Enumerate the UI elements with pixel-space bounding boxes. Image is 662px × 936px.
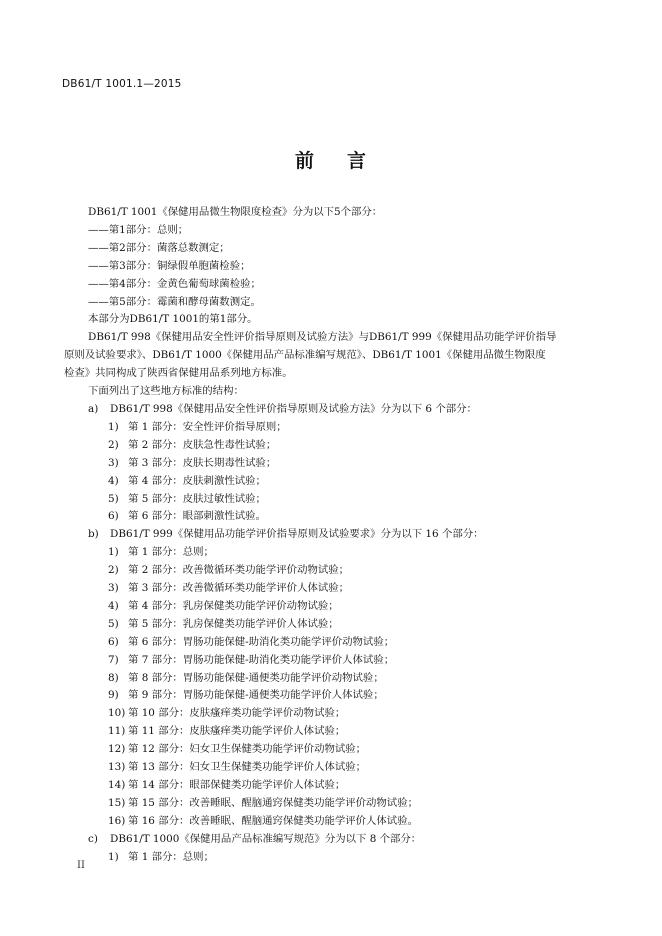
page-title xyxy=(0,146,662,173)
item-text: 第 5 部分：乳房保健类功能学评价人体试验； xyxy=(128,617,339,630)
item-text: 第 4 部分：乳房保健类功能学评价动物试验； xyxy=(128,599,339,612)
section-item xyxy=(88,849,608,867)
section-item xyxy=(88,473,608,491)
item-number: 1) xyxy=(108,850,119,863)
section-item xyxy=(88,598,608,616)
item-number: 10) xyxy=(108,707,126,720)
item-number: 7) xyxy=(108,653,119,666)
section-heading-a xyxy=(88,401,608,419)
title-char-1: 前 xyxy=(294,150,315,172)
item-number: 6) xyxy=(108,635,119,648)
section-heading-b xyxy=(88,526,608,544)
section-item xyxy=(88,723,608,741)
item-text: 第 2 部分：改善微循环类功能学评价动物试验； xyxy=(128,564,350,577)
item-text: 第 8 部分：胃肠功能保健-通便类功能学评价动物试验； xyxy=(128,671,384,684)
item-text: 第 13 部分：妇女卫生保健类功能学评价人体试验； xyxy=(128,761,367,774)
item-number: 5) xyxy=(108,617,119,630)
item-text: 第 14 部分：眼部保健类功能学评价人体试验； xyxy=(128,779,346,791)
item-number: 3) xyxy=(108,582,119,595)
item-number: 14) xyxy=(108,779,126,791)
item-text: 第 3 部分：皮肤长期毒性试验； xyxy=(128,456,277,469)
item-number: 4) xyxy=(108,474,119,487)
this-part-statement: 本部分为DB61/T 1001的第1部分。 xyxy=(88,313,258,326)
title-char-2: 言 xyxy=(347,150,368,172)
part-list-item: ——第4部分：金黄色葡萄球菌检验； xyxy=(88,277,261,290)
item-text: 第 6 部分：眼部刺激性试验。 xyxy=(128,510,266,523)
item-text: 第 1 部分：总则； xyxy=(128,850,214,863)
series-paragraph-line: 检查》共同构成了陕西省保健用品系列地方标准。 xyxy=(64,367,293,380)
section-marker: b) xyxy=(88,528,99,541)
item-text: 第 5 部分：皮肤过敏性试验； xyxy=(128,492,266,505)
section-item xyxy=(88,580,608,598)
item-text: 第 7 部分：胃肠功能保健-助消化类功能学评价人体试验； xyxy=(128,653,395,666)
item-text: 第 1 部分：总则； xyxy=(128,546,214,559)
item-text: 第 10 部分：皮肤瘙痒类功能学评价动物试验； xyxy=(128,707,346,720)
item-text: 第 12 部分：妇女卫生保健类功能学评价动物试验； xyxy=(128,743,367,756)
part-list-item: ——第5部分：霉菌和酵母菌数测定。 xyxy=(88,295,261,308)
section-item xyxy=(88,437,608,455)
item-number: 2) xyxy=(108,564,119,577)
part-list-item: ——第1部分：总则； xyxy=(88,223,189,236)
section-item xyxy=(88,759,608,777)
item-text: 第 6 部分：胃肠功能保健-助消化类功能学评价动物试验； xyxy=(128,635,395,648)
document-code-header: DB61/T 1001.1—2015 xyxy=(62,78,182,90)
item-number: 1) xyxy=(108,420,119,433)
item-number: 12) xyxy=(108,743,126,756)
section-item xyxy=(88,562,608,580)
section-item xyxy=(88,634,608,652)
item-number: 8) xyxy=(108,671,119,684)
item-number: 9) xyxy=(108,689,119,702)
section-heading-text: DB61/T 999《保健用品功能学评价指导原则及试验要求》分为以下 16 个部分： xyxy=(110,528,484,541)
section-item xyxy=(88,508,608,526)
section-marker: c) xyxy=(88,832,98,845)
intro-line: DB61/T 1001《保健用品微生物限度检查》分为以下5个部分： xyxy=(88,206,383,218)
item-number: 16) xyxy=(108,814,126,827)
section-marker: a) xyxy=(88,402,99,415)
section-item xyxy=(88,652,608,670)
section-item xyxy=(88,705,608,723)
item-text: 第 1 部分：安全性评价指导原则； xyxy=(128,420,287,433)
section-item xyxy=(88,670,608,688)
item-number: 11) xyxy=(108,725,126,738)
page-number: II xyxy=(77,860,85,871)
section-heading-c xyxy=(88,831,608,849)
part-list-item: ——第2部分：菌落总数测定； xyxy=(88,241,230,254)
item-number: 1) xyxy=(108,546,119,559)
item-text: 第 2 部分：皮肤急性毒性试验； xyxy=(128,438,277,451)
section-item xyxy=(88,616,608,634)
section-item xyxy=(88,544,608,562)
section-heading-text: DB61/T 998《保健用品安全性评价指导原则及试验方法》分为以下 6 个部分： xyxy=(110,402,477,415)
item-text: 第 16 部分：改善睡眠、醒脑通窍保健类功能学评价人体试验。 xyxy=(128,814,418,827)
item-number: 2) xyxy=(108,438,119,451)
series-paragraph-line: DB61/T 998《保健用品安全性评价指导原则及试验方法》与DB61/T 999《保健用品功能学评价指导 xyxy=(88,331,557,344)
section-item xyxy=(88,777,608,795)
item-number: 3) xyxy=(108,456,119,469)
section-item xyxy=(88,455,608,473)
item-text: 第 9 部分：胃肠功能保健-通便类功能学评价人体试验； xyxy=(128,689,384,702)
section-item xyxy=(88,491,608,509)
section-item xyxy=(88,419,608,437)
structure-intro: 下面列出了这些地方标准的结构： xyxy=(88,385,244,398)
section-item xyxy=(88,813,608,831)
section-item xyxy=(88,687,608,705)
item-text: 第 4 部分：皮肤刺激性试验； xyxy=(128,474,266,487)
item-text: 第 15 部分：改善睡眠、醒脑通窍保健类功能学评价动物试验； xyxy=(128,796,418,809)
item-number: 4) xyxy=(108,599,119,612)
section-heading-text: DB61/T 1000《保健用品产品标准编写规范》分为以下 8 个部分： xyxy=(110,832,422,845)
section-item xyxy=(88,741,608,759)
part-list-item: ——第3部分：铜绿假单胞菌检验； xyxy=(88,259,251,272)
item-number: 5) xyxy=(108,492,119,505)
series-paragraph-line: 原则及试验要求》、DB61/T 1000《保健用品产品标准编写规范》、DB61/T 1001《保健用品微生物限度 xyxy=(64,349,546,362)
section-item xyxy=(88,795,608,813)
item-number: 15) xyxy=(108,796,126,809)
item-text: 第 11 部分：皮肤瘙痒类功能学评价人体试验； xyxy=(128,725,346,738)
item-number: 6) xyxy=(108,510,119,523)
item-text: 第 3 部分：改善微循环类功能学评价人体试验； xyxy=(128,582,350,595)
item-number: 13) xyxy=(108,761,126,774)
